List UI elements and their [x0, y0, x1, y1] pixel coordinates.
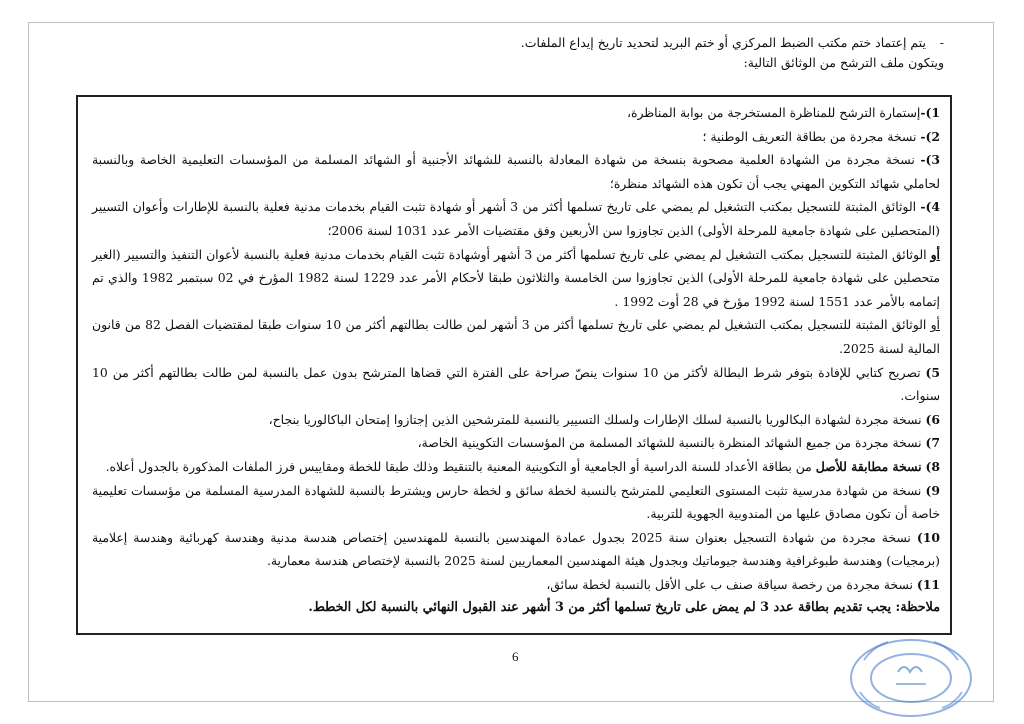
item-number: 7): [925, 435, 940, 451]
item-number: 8): [925, 458, 940, 474]
item-number: 4)-: [920, 199, 940, 215]
list-item: [92, 148, 940, 195]
item-text: من بطاقة الأعداد للسنة الدراسية أو الجامعية أو التكوينية المعنية بالتنقيط وذلك طبقا للخطة ومقاييس فرز الملفات المذكورة بالجدول أعلاه.: [105, 458, 816, 474]
list-item: [92, 361, 940, 408]
list-item: [92, 526, 940, 573]
list-item: [92, 243, 940, 314]
intro-bullet: [84, 33, 944, 53]
item-text: نسخة من شهادة مدرسية تثبت المستوى التعليمي للمترشح بالنسبة لخطة سائق و لخطة حارس ويشترط بالنسبة للشهادة المدرسية المسلمة من مؤسسات تعليمية خاصة أن تكون مصادق عليها من المندوبية الجهوية للتربية.: [92, 482, 940, 522]
official-stamp: [846, 632, 976, 720]
item-text: نسخة مجردة من شهادة التسجيل بعنوان سنة 2025 بجدول عمادة المهندسين بالنسبة للمهندسين إختصاص هندسة مدنية وهندسة كهربائية وهندسة إعلامية (برمجيات) وهندسة طبوغرافية وهندسة جيوماتيك وبجدول هيئة المهندسين المعماريين لسنة 2025 بالنسبة لإختصاص هندسة معمارية.: [92, 529, 940, 569]
item-lead: أو: [930, 317, 940, 333]
bullet-dash: -: [939, 35, 944, 50]
item-text: نسخة مجردة من رخصة سياقة صنف ب على الأقل بالنسبة لخطة سائق،: [546, 576, 913, 592]
page-number: 6: [512, 649, 519, 664]
item-text: نسخة مجردة من بطاقة التعريف الوطنية ؛: [702, 128, 917, 144]
documents-heading: ويتكون ملف الترشح من الوثائق التالية:: [743, 55, 944, 70]
note: ملاحظة: يجب تقديم بطاقة عدد 3 لم يمض على تاريخ تسلمها أكثر من 3 أشهر عند القبول النهائي بالنسبة لكل الخطط.: [308, 600, 940, 616]
stamp-seal-icon: [846, 632, 976, 720]
item-text: الوثائق المثبتة للتسجيل بمكتب التشغيل لم يمضي على تاريخ تسلمها أكثر من 3 أشهر لمن طالت بطالتهم أكثر من 10 سنوات طبقا لمقتضيات الفصل 82 من قانون المالية لسنة 2025.: [92, 317, 940, 356]
item-text: نسخة مجردة من جميع الشهائد المنظرة بالنسبة للشهائد المسلمة من المؤسسات التكوينية الخاصة،: [417, 435, 922, 451]
intro-section: [84, 33, 944, 73]
item-text: تصريح كتابي للإفادة بتوفر شرط البطالة لأكثر من 10 سنوات ينصّ صراحة على الفترة التي قضاها المترشح بدون عمل بالنسبة لمن طالت بطالتهم أكثر من 10 سنوات.: [92, 364, 940, 404]
list-item: [92, 431, 940, 455]
item-text: إستمارة الترشح للمناظرة المستخرجة من بوابة المناظرة،: [626, 105, 921, 120]
intro-bullet-text: يتم إعتماد ختم مكتب الضبط المركزي أو ختم البريد لتحديد تاريخ إيداع الملفات.: [520, 35, 926, 50]
item-bold-lead: نسخة مطابقة للأصل: [815, 458, 922, 474]
item-number: 2)-: [920, 128, 940, 144]
item-text: الوثائق المثبتة للتسجيل بمكتب التشغيل لم يمضي على تاريخ تسلمها أكثر من 3 أشهر أو شهادة تثبت القيام بخدمات مدنية فعلية بالنسبة للإطارات وأعوان التسيير (المتحصلين على شهادة جامعية للمرحلة الأولى) الذين تجاوزوا سن الأربعين وفق مقتضيات الأمر عدد 1031 لسنة 2006؛: [92, 199, 940, 238]
list-item: [92, 573, 940, 597]
item-text: نسخة مجردة لشهادة البكالوريا بالنسبة لسلك الإطارات ولسلك التسيير بالنسبة للمترشحين الذين إجتازوا إمتحان الباكالوريا بنجاح،: [268, 411, 922, 427]
list-item: [92, 125, 940, 149]
item-number: 1)-: [920, 105, 940, 120]
item-number: 9): [925, 482, 940, 498]
list-item: [92, 479, 940, 526]
item-number: 5): [925, 364, 940, 380]
list-item: [92, 195, 940, 242]
item-text: نسخة مجردة من الشهادة العلمية مصحوبة بنسخة من شهادة المعادلة بالنسبة للشهائد الأجنبية أو الشهائد المسلمة من المؤسسات التعليمية الخاصة وبالنسبة لحاملي شهائد التكوين المهني يجب أن تكون هذه الشهائد منظرة؛: [92, 152, 940, 191]
item-text: الوثائق المثبتة للتسجيل بمكتب التشغيل لم يمضي على تاريخ تسلمها أكثر من 3 أشهر أوشهادة تثبت القيام بخدمات مدنية فعلية بالنسبة لأعوان التنفيذ والتسيير (الغير متحصلين على شهادة جامعية للمرحلة الأولى) الذين تجاوزوا سن الخامسة والثلاثون طبقا لأحكام الأمر عدد 1229 لسنة 1982 المؤرخ في 02 سبتمبر 1982 والذي تم إتمامه بالأمر عدد 1551 لسنة 1992 مؤرخ في 28 أوت 1992 .: [92, 246, 940, 309]
item-number: 10): [916, 529, 940, 545]
documents-list-box: [76, 95, 952, 635]
list-item: [92, 408, 940, 432]
list-item: [92, 455, 940, 479]
item-number: 3)-: [920, 152, 940, 168]
item-lead: أو: [930, 246, 940, 262]
list-item: [92, 101, 940, 125]
list-item: [92, 313, 940, 360]
item-number: 6): [925, 411, 940, 427]
item-number: 11): [916, 576, 940, 592]
